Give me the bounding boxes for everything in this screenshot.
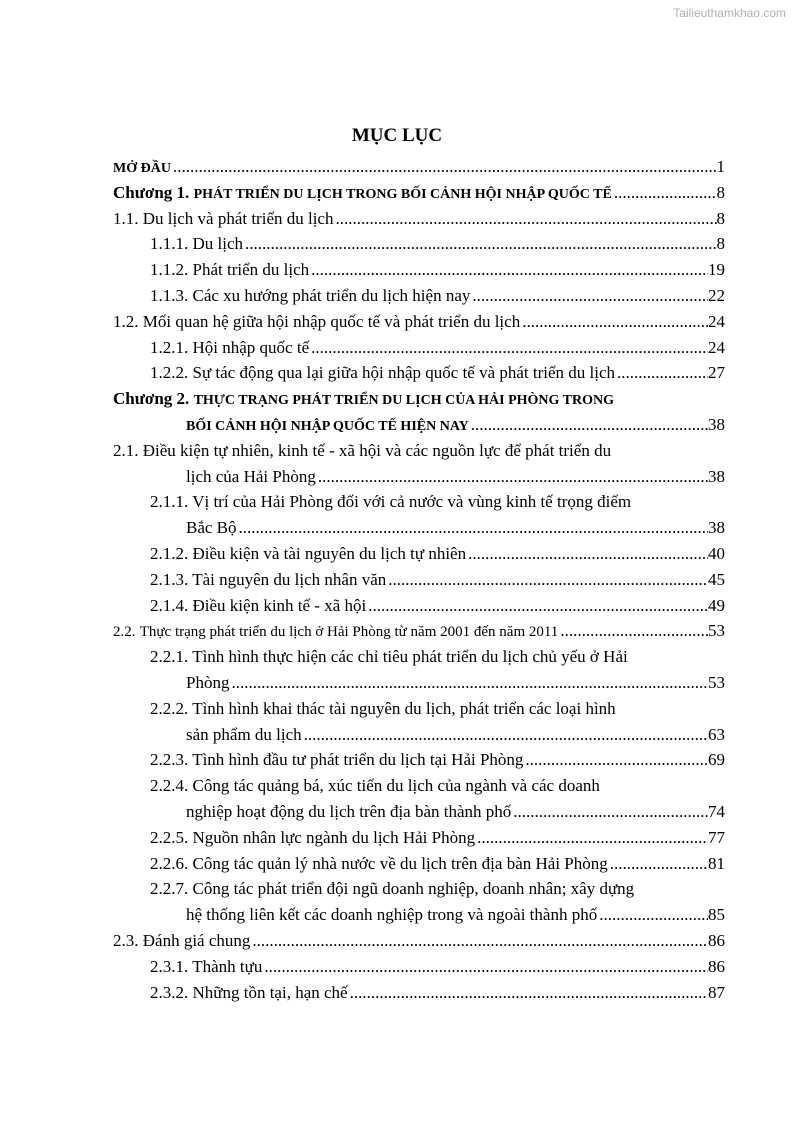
dot-leader [386,567,708,593]
toc-page-number: 24 [708,311,725,331]
toc-entry-title [150,541,466,567]
toc-entry-number: 1.1.3. [150,285,189,305]
toc-line [113,851,725,877]
toc-entry-title [150,851,608,877]
toc-entry[interactable] [113,876,725,928]
toc-page-number: 1 [716,157,725,176]
toc-entry-title [186,670,229,696]
toc-entry-title [150,360,615,386]
toc-entry-number: 2.1.3. [150,569,189,589]
toc-entry-number: 1.1.1. [150,234,189,254]
dot-leader [608,851,708,877]
toc-entry-title [150,257,309,283]
dot-leader [243,231,716,257]
toc-entry[interactable] [113,386,725,438]
toc-page-number: 38 [708,466,725,486]
toc-entry[interactable] [113,851,725,877]
toc-entry-text: Công tác quản lý nhà nước về du lịch trên địa bàn Hải Phòng [192,853,608,873]
toc-line [113,154,725,180]
toc-entry-title [186,464,316,490]
toc-page-number: 22 [708,285,725,305]
dot-leader [333,206,716,232]
toc-entry-text: Điều kiện và tài nguyên du lịch tự nhiên [192,543,467,563]
toc-entry-title [186,722,302,748]
toc-entry-text: hệ thống liên kết các doanh nghiệp trong và ngoài thành phố [186,905,598,925]
toc-entry-text: PHÁT TRIỂN DU LỊCH TRONG BỐI CẢNH HỘI NHẬP QUỐC TẾ [193,186,612,202]
toc-page-number: 49 [708,595,725,615]
toc-page-number: 86 [708,930,725,950]
toc-line [113,876,725,902]
toc-line [113,257,725,283]
toc-line [113,593,725,619]
toc-line [113,722,725,748]
toc-page-number: 69 [708,750,725,770]
toc-line [113,773,725,799]
toc-entry-number: Chương 2. [113,389,190,409]
toc-entry-title [113,206,333,232]
toc-entry-text: Công tác phát triển đội ngũ doanh nghiệp, doanh nhân; xây dựng [192,879,635,899]
toc-entry[interactable] [113,489,725,541]
dot-leader [171,154,717,180]
toc-entry-text: BỐI CẢNH HỘI NHẬP QUỐC TẾ HIỆN NAY [186,418,469,434]
toc-line [113,618,725,644]
toc-entry-title [186,799,511,825]
toc-entry-title [150,954,262,980]
toc-page-number: 38 [708,414,725,434]
toc-entry-title [150,876,686,902]
toc-entry-number: 2.1.2. [150,543,189,563]
toc-entry[interactable] [113,593,725,619]
toc-entry-text: Sự tác động qua lại giữa hội nhập quốc tế và phát triển du lịch [192,363,616,383]
toc-entry-text: Các xu hướng phát triển du lịch hiện nay [192,285,471,305]
toc-entry-number: 2.3.1. [150,956,189,976]
toc-entry-text: Công tác quảng bá, xúc tiến du lịch của ngành và các doanh [192,776,600,796]
dot-leader [229,670,708,696]
toc-entry-text: Thành tựu [192,956,263,976]
dot-leader [511,799,708,825]
toc-entry[interactable] [113,283,725,309]
toc-entry[interactable] [113,954,725,980]
toc-entry-number: 2.2.7. [150,879,189,899]
toc-entry-text: Thực trạng phát triển du lịch ở Hải Phòng từ năm 2001 đến năm 2011 [139,624,559,641]
dot-leader [262,954,708,980]
toc-entry[interactable] [113,335,725,361]
toc-entry-title [150,747,523,773]
toc-line [113,386,725,412]
toc-entry-text: Đánh giá chung [142,930,251,950]
toc-entry-title [113,309,520,335]
page-title: MỤC LỤC [351,125,443,146]
toc-line [113,696,725,722]
toc-entry-text: Du lịch và phát triển du lịch [142,208,334,228]
toc-page-number: 45 [708,569,725,589]
toc-line [113,541,725,567]
toc-page-number: 53 [708,672,725,692]
toc-entry[interactable] [113,231,725,257]
toc-line [113,180,725,206]
toc-entry-number: Chương 1. [113,182,190,202]
toc-line [113,206,725,232]
toc-entry[interactable] [113,180,725,206]
toc-page-number: 85 [708,905,725,925]
toc-entry-number: 2.2.1. [150,647,189,667]
toc-page-number: 77 [708,827,725,847]
toc-entry-title [113,386,614,414]
toc-entry-title [150,980,348,1006]
toc-entry-text: Nguồn nhân lực ngành du lịch Hải Phòng [192,827,476,847]
dot-leader [302,722,708,748]
toc-entry-text: Tình hình thực hiện các chỉ tiêu phát triển du lịch chủ yếu ở Hải [192,647,628,667]
toc-page-number: 38 [708,518,725,538]
toc-entry-text: Hội nhập quốc tế [192,337,310,357]
toc-page-number: 8 [716,208,725,228]
dot-leader [597,902,708,928]
toc-entry-title [150,696,686,722]
toc-entry-text: THỰC TRẠNG PHÁT TRIỂN DU LỊCH CỦA HẢI PHÒNG TRONG [193,393,615,409]
toc-page-number: 81 [708,853,725,873]
toc-entry-number: 2.3. [113,930,139,950]
toc-entry[interactable] [113,928,725,954]
toc-entry-title [113,438,686,464]
toc-entry-number: 1.1. [113,208,139,228]
toc-entry-text: Điều kiện tự nhiên, kinh tế - xã hội và các nguồn lực để phát triển du [142,440,612,460]
dot-leader [316,464,708,490]
toc-entry[interactable] [113,257,725,283]
toc-entry-number: 2.2.3. [150,750,189,770]
toc-line [113,980,725,1006]
toc-line [113,825,725,851]
watermark: Tailieuthamkhao.com [673,6,786,20]
toc-line [113,644,725,670]
toc-entry-number: 2.2.6. [150,853,189,873]
toc-entry[interactable] [113,618,725,644]
toc-entry-title [150,773,686,799]
toc-entry-title [150,567,386,593]
toc-entry[interactable] [113,747,725,773]
toc-page-number: 53 [708,621,725,641]
toc-entry-number: 2.2.2. [150,698,189,718]
toc-page-number: 8 [716,182,725,202]
toc-entry[interactable] [113,541,725,567]
toc-line [113,954,725,980]
dot-leader [470,283,708,309]
dot-leader [615,360,708,386]
toc-entry-text: Du lịch [192,234,244,254]
toc-entry[interactable] [113,567,725,593]
toc-entry-number: 2.3.2. [150,982,189,1002]
toc-line [113,567,725,593]
toc-line [113,335,725,361]
dot-leader [523,747,708,773]
toc-entry-title [186,902,597,928]
toc-entry-number: 1.2. [113,311,139,331]
toc-entry-number: 1.2.2. [150,363,189,383]
toc-line [113,489,725,515]
toc-entry-title [186,412,469,440]
toc-entry-text: Vị trí của Hải Phòng đối với cả nước và vùng kinh tế trọng điểm [192,492,632,512]
toc-entry-title [150,593,366,619]
dot-leader [466,541,708,567]
dot-leader [366,593,708,619]
toc-entry[interactable] [113,206,725,232]
toc-line [113,309,725,335]
toc-entry[interactable] [113,980,725,1006]
toc-entry-title [150,231,243,257]
toc-entry-number: 1.1.2. [150,260,189,280]
toc-page-number: 40 [708,543,725,563]
toc-page-number: 86 [708,956,725,976]
dot-leader [250,928,708,954]
toc-entry-text: Tình hình khai thác tài nguyên du lịch, phát triển các loại hình [192,698,616,718]
toc-entry-title [150,283,470,309]
toc-entry[interactable] [113,773,725,825]
dot-leader [309,335,708,361]
toc-page-number: 8 [716,234,725,254]
toc-entry-title [113,618,558,646]
toc-entry[interactable] [113,825,725,851]
toc-entry[interactable] [113,644,725,696]
toc-page-number: 74 [708,801,725,821]
toc-line [113,515,725,541]
toc-line [113,360,725,386]
toc-entry[interactable] [113,360,725,386]
toc-entry-title [150,335,309,361]
table-of-contents [113,154,725,1005]
toc-line [113,283,725,309]
toc-entry-number: 2.1.4. [150,595,189,615]
toc-entry-text: lịch của Hải Phòng [186,466,316,486]
toc-entry-number: 2.1.1. [150,492,189,512]
dot-leader [558,618,708,644]
toc-line [113,412,725,438]
toc-entry-title [113,180,612,208]
dot-leader [237,515,708,541]
toc-entry-text: Phòng [186,672,230,692]
toc-entry-title [150,644,686,670]
dot-leader [612,180,717,206]
toc-entry-text: sản phẩm du lịch [186,724,302,744]
toc-entry-title [186,515,237,541]
toc-entry-number: 1.2.1. [150,337,189,357]
toc-line [113,670,725,696]
toc-entry-number: 2.2.5. [150,827,189,847]
toc-entry-text: Bắc Bộ [186,518,237,538]
toc-page-number: 27 [708,363,725,383]
toc-entry[interactable] [113,438,725,490]
toc-entry-text: Tình hình đầu tư phát triển du lịch tại Hải Phòng [192,750,524,770]
toc-entry-text: Những tồn tại, hạn chế [192,982,348,1002]
toc-line [113,928,725,954]
toc-line [113,231,725,257]
toc-entry-text: nghiệp hoạt động du lịch trên địa bàn thành phố [186,801,512,821]
toc-line [113,747,725,773]
toc-page-number: 24 [708,337,725,357]
toc-entry[interactable] [113,309,725,335]
toc-entry-title [113,928,250,954]
toc-entry-number: 2.2.4. [150,776,189,796]
toc-entry-title [150,825,475,851]
dot-leader [520,309,708,335]
toc-entry-text: Điều kiện kinh tế - xã hội [192,595,367,615]
toc-page-number: 19 [708,260,725,280]
toc-entry-number: 2.2. [113,624,136,641]
toc-line [113,464,725,490]
dot-leader [469,412,708,438]
toc-entry-title [113,154,171,182]
dot-leader [475,825,708,851]
toc-page-number: 63 [708,724,725,744]
toc-entry-text: Mối quan hệ giữa hội nhập quốc tế và phát triển du lịch [142,311,521,331]
toc-page-number: 87 [708,982,725,1002]
toc-entry-text: Phát triển du lịch [192,260,310,280]
toc-line [113,799,725,825]
toc-entry-text: Tài nguyên du lịch nhân văn [192,569,387,589]
toc-line [113,902,725,928]
toc-entry-number: 2.1. [113,440,139,460]
dot-leader [348,980,708,1006]
toc-line [113,438,725,464]
toc-entry[interactable] [113,696,725,748]
toc-entry-text: MỞ ĐẦU [113,161,171,176]
toc-entry-title [150,489,686,515]
dot-leader [309,257,708,283]
toc-entry[interactable] [113,154,725,180]
